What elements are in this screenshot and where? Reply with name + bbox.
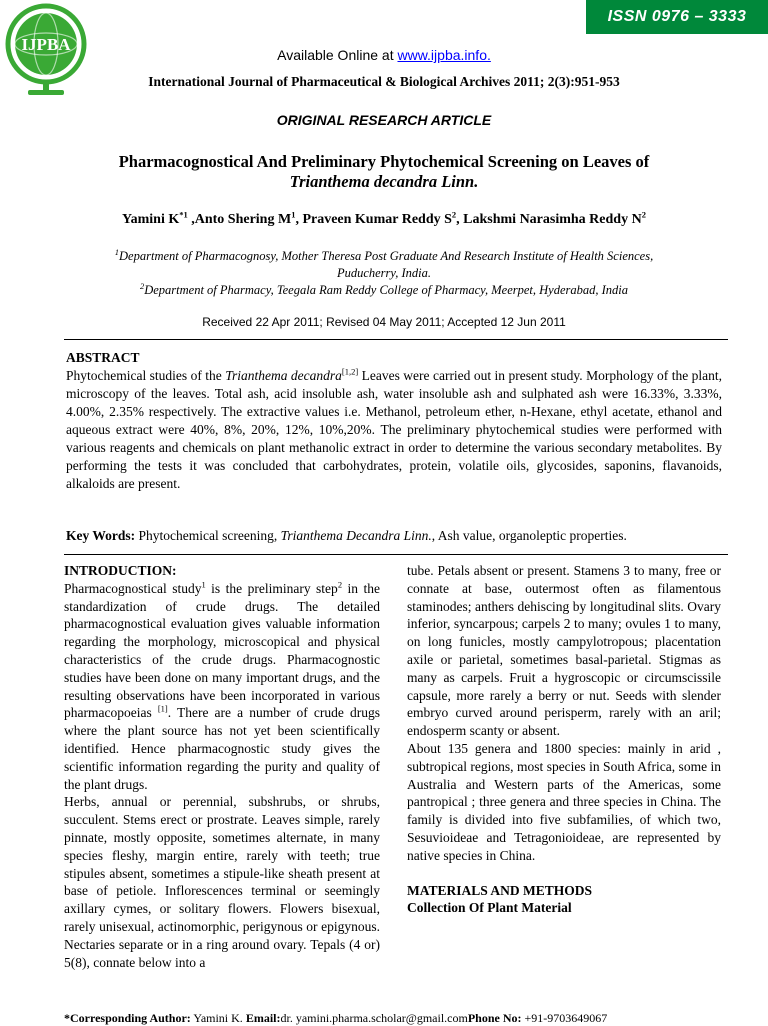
intro-text-c: in the standardization of crude drugs. The detailed pharmacognostical evaluation gives valuable information regarding the morphology, microscopical and physical characteristics of the crude drugs. Pharmacognostic studies have been done on many important drugs, and the resulting observations have been incorporated in various pharmacopoeias: [64, 580, 380, 721]
intro-text-b: is the preliminary step: [205, 580, 338, 596]
footer-email-label: Email:: [242, 1011, 281, 1025]
title-species: Trianthema decandra Linn.: [289, 172, 479, 191]
issn-badge: ISSN 0976 – 3333: [586, 0, 768, 34]
affiliation-2-sup: 2: [139, 280, 145, 291]
intro-sup-1: 1: [201, 579, 206, 590]
author-1: Yamini K: [122, 212, 180, 227]
divider-top: [64, 339, 728, 340]
footer-name: Yamini K.: [190, 1011, 243, 1025]
distribution-paragraph: About 135 genera and 1800 species: mainly in arid , subtropical regions, most species in South Africa, some in Australia and Western parts of the Americas, some pantropical ; three genera and three species in China. The family is divided into five subfamilies, of which two, Sesuvioideae and Tetragonioideae, are represented by native species in China.: [407, 740, 721, 863]
article-type: ORIGINAL RESEARCH ARTICLE: [276, 112, 492, 128]
abstract-species: Trianthema decandra: [225, 368, 342, 383]
available-prefix: Available Online at: [277, 47, 398, 63]
methods-subheading: Collection Of Plant Material: [407, 900, 572, 916]
right-column: [407, 562, 721, 917]
author-3-sup: 2: [451, 209, 457, 220]
introduction-heading: INTRODUCTION:: [64, 563, 177, 578]
keywords: [66, 527, 722, 545]
methods-heading: MATERIALS AND METHODS: [407, 882, 593, 898]
keywords-label: Key Words:: [66, 528, 136, 543]
abstract-body: [66, 367, 722, 493]
affiliation-1-location: Puducherry, India.: [336, 266, 432, 280]
abstract-heading: ABSTRACT: [66, 350, 140, 365]
title-part1: Pharmacognostical: [118, 152, 257, 171]
abstract-text-2: Leaves were carried out in present study. Morphology of the plant, microscopy of the leaves. Total ash, acid insoluble ash, water insoluble ash and sulphated ash were 16.33%, 3.33%, 4.00%, 2.35% respectively. The extractive values i.e. Methanol, petroleum ether, n-Hexane, ethyl acetate, ethanol and aqueous extract were 40%, 8%, 20%, 12%, 10%,20%. The preliminary phytochemical studies were performed with various reagents and chemicals on plant methanolic extract in order to determine the various secondary metabolites. By performing the tests it was concluded that carbohydrates, protein, volatile oils, glycosides, saponins, flavanoids, alkaloids are present.: [66, 368, 723, 491]
author-1-sup: *1: [179, 209, 188, 220]
journal-citation: International Journal of Pharmaceutical & Biological Archives 2011; 2(3):951-953: [148, 74, 620, 89]
introduction-column: [64, 562, 380, 971]
article-title: [60, 152, 708, 192]
abstract-citation: [1,2]: [341, 366, 359, 377]
title-and: And: [256, 152, 287, 171]
abstract-section: [66, 349, 722, 493]
intro-sup-2: 2: [337, 579, 343, 590]
affiliation-1-sup: 1: [114, 246, 120, 257]
keywords-text-2: , Ash value, organoleptic properties.: [431, 528, 627, 543]
footer-email[interactable]: dr. yamini.pharma.scholar@gmail.com: [280, 1011, 468, 1025]
keywords-text-1: Phytochemical screening,: [135, 528, 281, 543]
footer-phone-label: Phone No:: [467, 1011, 522, 1025]
introduction-paragraph-1: [64, 580, 380, 794]
introduction-paragraph-2: Herbs, annual or perennial, subshrubs, or shrubs, succulent. Stems erect or prostrate. Leaves simple, rarely pinnate, mostly opposite, sometimes alternate, in many species fleshy, margin entire, rarely with teeth; true stipules absent, sometimes a stipule-like sheath present at base of petiole. Inflorescences terminal or seemingly axillary cymes, or solitary flowers. Flowers bisexual, rarely unisexual, actinomorphic, perigynous or epigynous. Nectaries separate or in a ring around ovary. Tepals (4 or) 5(8), connate below into a: [64, 794, 380, 970]
received-dates: Received 22 Apr 2011; Revised 04 May 2011; Accepted 12 Jun 2011: [202, 315, 566, 329]
author-3: , Praveen Kumar Reddy S: [295, 212, 452, 227]
affiliation-2: Department of Pharmacy, Teegala Ram Reddy College of Pharmacy, Meerpet, Hyderabad, India: [144, 283, 629, 297]
intro-text-d: . There are a number of crude drugs where the plant source has not yet been scientifically identified. Hence pharmacognostic study gives the scientific information regarding the purity and quality of the plant drugs.: [64, 705, 380, 792]
footer-label: *Corresponding Author:: [64, 1011, 191, 1025]
title-part2: Preliminary Phytochemical Screening on Leaves of: [286, 152, 650, 171]
affiliations: [60, 248, 708, 299]
author-4: , Lakshmi Narasimha Reddy N: [456, 212, 642, 227]
description-paragraph: tube. Petals absent or present. Stamens 3 to many, free or connate at base, outermost often as filamentous staminodes; anthers dehiscing by longitudinal slits. Ovary inferior, syncarpous; carpels 2 to many; ovules 1 to many, on long funicles, mostly campylotropous; placentation axile or parietal, sometimes basal-parietal. Stigmas as many as carpels. Fruit a hygroscopic or circumscissile capsule, more rarely a berry or nut. Seeds with slender embryo curved around perisperm, rarely with an aril; endosperm scanty or absent.: [407, 563, 721, 739]
journal-website-link[interactable]: www.ijpba.info.: [397, 47, 491, 63]
affiliation-1: Department of Pharmacognosy, Mother Theresa Post Graduate And Research Institute of Health Sciences,: [119, 249, 654, 263]
keywords-species: Trianthema Decandra Linn.: [280, 528, 432, 543]
footer-phone: +91-9703649067: [521, 1011, 608, 1025]
intro-sup-3: [1]: [157, 703, 168, 714]
author-list: [40, 209, 728, 228]
author-2-sup: 1: [291, 209, 296, 220]
abstract-text-1: Phytochemical studies of the: [66, 368, 226, 383]
author-2: ,Anto Shering M: [187, 212, 292, 227]
logo-text: IJPBA: [21, 35, 71, 54]
author-4-sup: 2: [641, 209, 646, 220]
intro-text-a: Pharmacognostical study: [64, 580, 202, 596]
available-online-line: [0, 47, 768, 63]
divider-middle: [64, 554, 728, 555]
